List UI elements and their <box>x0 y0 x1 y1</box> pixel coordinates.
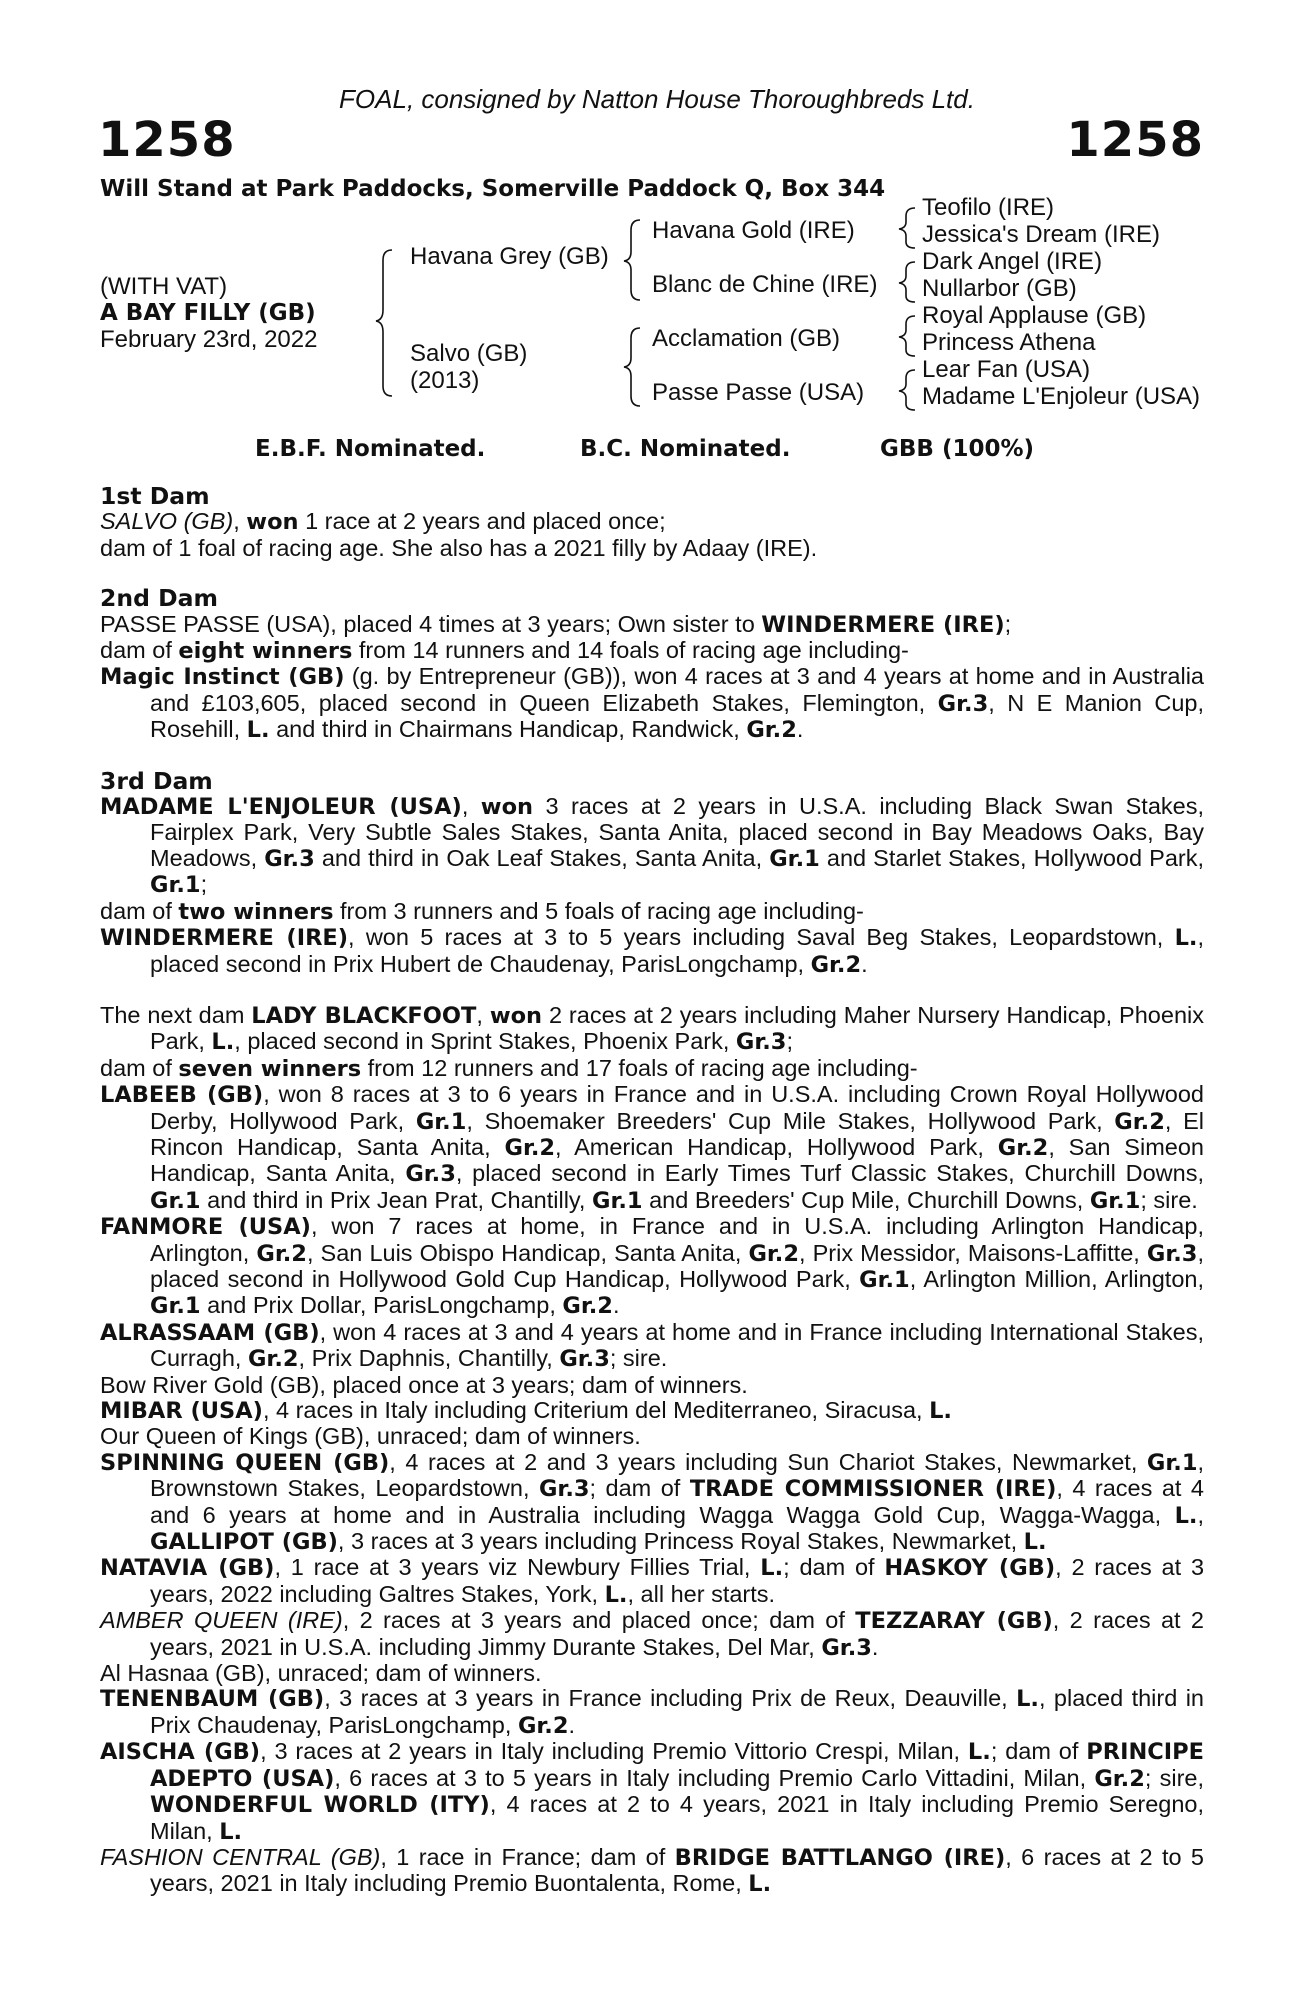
grandproduce-entry: FASHION CENTRAL (GB), 1 race in France; dam of BRIDGE BATTLANGO (IRE), 6 races at 2 to 5 years, 2021 in Italy including Premio Buontalenta, Rome, L. <box>100 1843 1204 1898</box>
stabling-location: Will Stand at Park Paddocks, Somerville Paddock Q, Box 344 <box>100 176 886 202</box>
grandproduce-entry: NATAVIA (GB), 1 race at 3 years viz Newbury Fillies Trial, L.; dam of HASKOY (GB), 2 races at 3 years, 2022 including Galtres Stakes, York, L., all her starts. <box>100 1554 1205 1608</box>
sire-name: Havana Grey (GB) <box>410 243 609 270</box>
first-dam-heading: 1st Dam <box>100 482 210 510</box>
lot-name: A BAY FILLY (GB) <box>100 300 316 326</box>
produce-entry: ALRASSAAM (GB), won 4 races at 3 and 4 years at home and in France including International Stakes, Curragh, Gr.2, Prix Daphnis, Chantilly, Gr.3; sire. <box>100 1318 1205 1373</box>
granddam-4: Madame L'Enjoleur (USA) <box>922 383 1201 410</box>
granddam-2: Nullarbor (GB) <box>922 275 1077 302</box>
vat-label: (WITH VAT) <box>100 273 228 300</box>
granddam-3: Princess Athena <box>922 329 1096 356</box>
first-dam-line: SALVO (GB), won 1 race at 2 years and placed once; <box>100 508 666 536</box>
lot-number-left: 1258 <box>98 112 236 168</box>
produce-entry: Our Queen of Kings (GB), unraced; dam of winners. <box>100 1423 641 1450</box>
second-dam-produce: dam of eight winners from 14 runners and 14 foals of racing age including- <box>100 637 909 665</box>
lot-number-right: 1258 <box>1066 112 1204 168</box>
foaling-date: February 23rd, 2022 <box>100 326 318 353</box>
next-dam-line: The next dam LADY BLACKFOOT, won 2 races at 2 years including Maher Nursery Handicap, Phoenix Park, L., placed second in Sprint Stakes, Phoenix Park, Gr.3; <box>100 1001 1204 1056</box>
grandsire-4: Lear Fan (USA) <box>922 356 1091 383</box>
grandsire-2: Dark Angel (IRE) <box>922 248 1103 275</box>
ebf-nomination: E.B.F. Nominated. <box>255 436 486 462</box>
next-dam-produce: dam of seven winners from 12 runners and 17 foals of racing age including- <box>100 1054 918 1082</box>
bc-nomination: B.C. Nominated. <box>580 436 791 462</box>
consignor-line: FOAL, consigned by Natton House Thoroughbreds Ltd. <box>339 84 975 114</box>
third-dam-line: MADAME L'ENJOLEUR (USA), won 3 races at 2 years in U.S.A. including Black Swan Stakes, Fairplex Park, Very Subtle Sales Stakes, Santa Anita, placed second in Bay Meadows Oaks, Bay Meadows, Gr.3 and third in Oak Leaf Stakes, Santa Anita, Gr.1 and Starlet Stakes, Hollywood Park, Gr.1; <box>100 793 1204 899</box>
grandsire-3: Royal Applause (GB) <box>922 302 1147 329</box>
produce-entry: FANMORE (USA), won 7 races at home, in France and in U.S.A. including Arlington Handicap, Arlington, Gr.2, San Luis Obispo Handicap, Santa Anita, Gr.2, Prix Messidor, Maisons-Laffitte, Gr.3, placed second in Hollywood Gold Cup Handicap, Hollywood Park, Gr.1, Arlington Million, Arlington, Gr.1 and Prix Dollar, ParisLongchamp, Gr.2. <box>100 1213 1204 1320</box>
dam-name: Salvo (GB) <box>410 340 528 367</box>
grandproduce-entry: TENENBAUM (GB), 3 races at 3 years in France including Prix de Reux, Deauville, L., placed third in Prix Chaudenay, ParisLongchamp, Gr.2. <box>100 1685 1204 1739</box>
dam-sire: Acclamation (GB) <box>652 325 841 352</box>
sire-dam: Blanc de Chine (IRE) <box>652 271 878 298</box>
grandproduce-entry: MIBAR (USA), 4 races in Italy including Criterium del Mediterraneo, Siracusa, L. <box>100 1397 952 1424</box>
catalogue-text <box>100 484 1204 1898</box>
granddam-1: Jessica's Dream (IRE) <box>922 221 1160 248</box>
pedigree-table <box>0 194 1314 440</box>
produce-entry: WINDERMERE (IRE), won 5 races at 3 to 5 years including Saval Beg Stakes, Leopardstown, L., placed second in Prix Hubert de Chaudenay, ParisLongchamp, Gr.2. <box>100 924 1204 978</box>
grandproduce-entry: AMBER QUEEN (IRE), 2 races at 3 years and placed once; dam of TEZZARAY (GB), 2 races at 2 years, 2021 in U.S.A. including Jimmy Durante Stakes, Del Mar, Gr.3. <box>100 1607 1205 1661</box>
produce-entry: Al Hasnaa (GB), unraced; dam of winners. <box>100 1660 542 1687</box>
second-dam-line: PASSE PASSE (USA), placed 4 times at 3 years; Own sister to WINDERMERE (IRE); <box>100 610 1012 638</box>
third-dam-heading: 3rd Dam <box>100 766 213 795</box>
produce-entry: Magic Instinct (GB) (g. by Entrepreneur (GB)), won 4 races at 3 and 4 years at home and in Australia and £103,605, placed second in Queen Elizabeth Stakes, Flemington, Gr.3, N E Manion Cup, Rosehill, L. and third in Chairmans Handicap, Randwick, Gr.2. <box>100 663 1204 744</box>
grandproduce-entry: AISCHA (GB), 3 races at 2 years in Italy including Premio Vittorio Crespi, Milan, L.; dam of PRINCIPE ADEPTO (USA), 6 races at 3 to 5 years in Italy including Premio Carlo Vittadini, Milan, Gr.2; sire, WONDERFUL WORLD (ITY), 4 races at 2 to 4 years, 2021 in Italy including Premio Seregno, Milan, L. <box>100 1738 1205 1845</box>
first-dam-produce: dam of 1 foal of racing age. She also has a 2021 filly by Adaay (IRE). <box>100 534 818 561</box>
third-dam-produce: dam of two winners from 3 runners and 5 foals of racing age including- <box>100 897 864 925</box>
grandproduce-entry: SPINNING QUEEN (GB), 4 races at 2 and 3 years including Sun Chariot Stakes, Newmarket, Gr.1, Brownstown Stakes, Leopardstown, Gr.3; dam of TRADE COMMISSIONER (IRE), 4 races at 4 and 6 years at home and in Australia including Wagga Wagga Gold Cup, Wagga-Wagga, L., GALLIPOT (GB), 3 races at 3 years including Princess Royal Stakes, Newmarket, L. <box>100 1448 1205 1556</box>
sire-sire: Havana Gold (IRE) <box>652 217 855 244</box>
produce-entry: Bow River Gold (GB), placed once at 3 years; dam of winners. <box>100 1371 748 1398</box>
dam-year: (2013) <box>410 367 480 394</box>
produce-entry: LABEEB (GB), won 8 races at 3 to 6 years in France and in U.S.A. including Crown Royal Hollywood Derby, Hollywood Park, Gr.1, Shoemaker Breeders' Cup Mile Stakes, Hollywood Park, Gr.2, El Rincon Handicap, Santa Anita, Gr.2, American Handicap, Hollywood Park, Gr.2, San Simeon Handicap, Santa Anita, Gr.3, placed second in Early Times Turf Classic Stakes, Churchill Downs, Gr.1 and third in Prix Jean Prat, Chantilly, Gr.1 and Breeders' Cup Mile, Churchill Downs, Gr.1; sire. <box>100 1081 1205 1214</box>
dam-dam: Passe Passe (USA) <box>652 379 865 406</box>
grandsire-1: Teofilo (IRE) <box>922 194 1055 221</box>
second-dam-heading: 2nd Dam <box>100 584 218 613</box>
gbb-status: GBB (100%) <box>880 436 1035 462</box>
